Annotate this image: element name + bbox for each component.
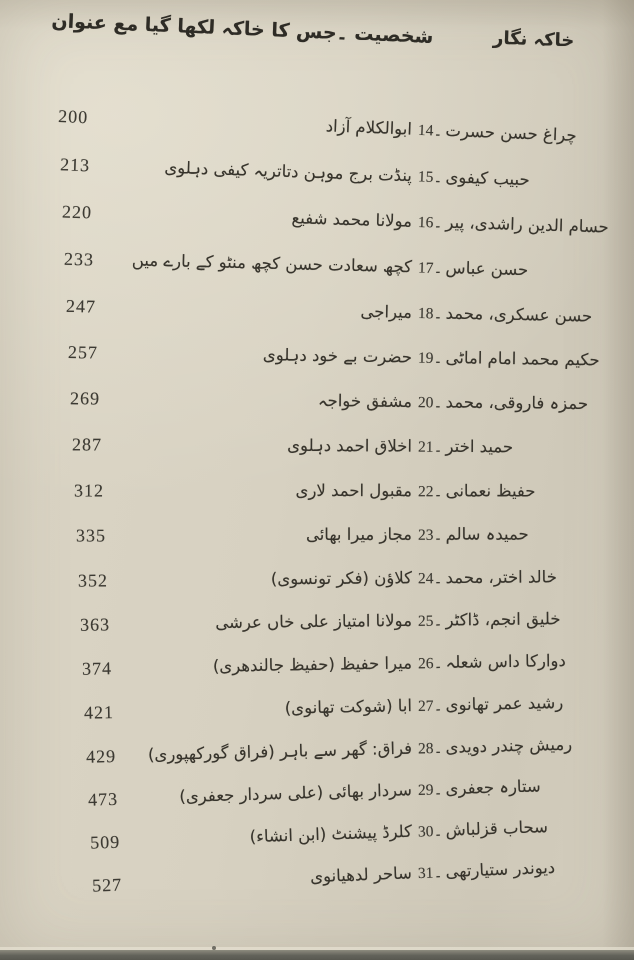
page-number: 509 — [89, 831, 121, 853]
writer-entry — [418, 602, 561, 639]
writer-entry — [417, 810, 548, 849]
serial-number: 19۔ — [417, 349, 443, 368]
page-number: 220 — [61, 201, 93, 223]
serial-number: 31۔ — [417, 863, 443, 882]
writer-name: ستارہ جعفری — [445, 776, 542, 799]
writer-entry — [418, 644, 566, 681]
toc-row — [0, 559, 634, 597]
subject-title: حضرت بے خود دہلوی — [262, 345, 413, 367]
page-number: 473 — [87, 788, 119, 810]
page-number: 335 — [75, 525, 107, 546]
page-number: 233 — [63, 248, 95, 270]
page-number: 363 — [79, 614, 111, 635]
page-number: 269 — [69, 388, 101, 409]
serial-number: 21۔ — [417, 438, 443, 456]
page-number: 200 — [57, 106, 89, 128]
page-number: 429 — [85, 745, 117, 767]
serial-number: 22۔ — [417, 482, 443, 500]
page-number: 287 — [71, 434, 103, 455]
toc-row — [0, 240, 634, 290]
page-number: 213 — [59, 153, 91, 175]
writer-entry — [418, 341, 600, 379]
writer-entry — [418, 686, 564, 724]
writer-name: حفیظ نعمانی — [445, 480, 536, 500]
subject-title: پنڈت برج موہن دتاتریہ کیفی دہلوی — [164, 157, 413, 185]
serial-number: 20۔ — [417, 394, 443, 412]
writer-entry — [418, 296, 593, 335]
writer-name: حبیب کیفوی — [445, 166, 531, 189]
subject-title: ساحر لدھیانوی — [309, 863, 413, 887]
serial-number: 25۔ — [417, 612, 443, 630]
toc-row — [0, 685, 634, 732]
page-number: 527 — [91, 874, 123, 896]
serial-number: 23۔ — [417, 526, 443, 544]
subject-title: مولانا امتیاز علی خاں عرشی — [215, 610, 413, 633]
writer-name: حکیم محمد امام اماٹی — [445, 348, 600, 370]
toc-row — [0, 97, 634, 155]
writer-name: حسن عباس — [445, 258, 529, 280]
toc-row — [0, 145, 634, 200]
writer-name: رشید عمر تھانوی — [445, 693, 564, 715]
writer-name: حسام الدین راشدی، پیر — [445, 212, 610, 237]
toc-row — [0, 643, 634, 687]
toc-row — [0, 334, 634, 378]
writer-entry — [418, 385, 588, 422]
serial-number: 15۔ — [417, 168, 443, 186]
writer-name: حمیدہ سالم — [445, 524, 529, 544]
page-number: 374 — [81, 658, 113, 680]
subject-title: کلاؤن (فکر تونسوی) — [270, 567, 413, 588]
toc-row — [0, 193, 634, 246]
serial-number: 18۔ — [417, 304, 443, 323]
column-header-subject: شخصیت ۔جس کا خاکہ لکھا گیا مع عنوان — [51, 10, 434, 48]
serial-number: 28۔ — [417, 739, 443, 758]
writer-entry — [418, 517, 529, 552]
photo-bottom-edge — [0, 950, 634, 960]
writer-name: حمزہ فاروقی، محمد — [445, 392, 589, 414]
toc-row — [0, 601, 634, 642]
page-number: 247 — [65, 295, 97, 317]
subject-title: میراجی — [360, 301, 413, 322]
page-number: 257 — [67, 342, 99, 363]
writer-entry — [417, 770, 541, 809]
writer-entry — [418, 430, 513, 466]
writer-name: چراغ حسن حسرت — [445, 120, 578, 145]
subject-title: مجاز میرا بھائی — [305, 524, 413, 544]
writer-name: دیوندر ستیارتھی — [445, 857, 556, 881]
toc-row — [0, 287, 634, 334]
page-number: 421 — [83, 702, 115, 723]
toc-row — [0, 427, 634, 465]
subject-title: مشفق خواجہ — [317, 391, 413, 412]
writer-name: سحاب قزلباش — [445, 817, 549, 840]
serial-number: 29۔ — [417, 781, 443, 800]
subject-title: سردار بھائی (علی سردار جعفری) — [179, 780, 413, 807]
toc-row — [0, 473, 634, 508]
writer-entry — [417, 205, 609, 246]
serial-number: 27۔ — [417, 697, 443, 716]
writer-name: دوارکا داس شعلہ — [445, 651, 566, 673]
column-header-writer: خاکہ نگار — [492, 27, 575, 52]
toc-row — [0, 726, 634, 776]
subject-title: مقبول احمد لاری — [295, 480, 413, 500]
subject-title: کلرڈ پیشنٹ (ابن انشاء) — [249, 821, 413, 847]
toc-row — [0, 517, 634, 552]
subject-title: فراق: گھر سے باہر (فراق گورکھپوری) — [147, 738, 413, 764]
writer-name: رمیش چندر دویدی — [445, 734, 573, 757]
writer-name: حمید اختر — [445, 436, 514, 457]
serial-number: 14۔ — [417, 121, 443, 140]
serial-number: 24۔ — [417, 569, 443, 587]
subject-title: اخلاق احمد دہلوی — [287, 435, 413, 456]
writer-name: خلیق انجم، ڈاکٹر — [445, 609, 561, 630]
serial-number: 26۔ — [417, 655, 443, 673]
serial-number: 17۔ — [417, 259, 443, 278]
page-number: 312 — [73, 479, 105, 501]
page-number: 352 — [77, 569, 109, 591]
serial-number: 16۔ — [417, 213, 443, 232]
writer-entry — [418, 727, 573, 766]
writer-entry — [417, 851, 556, 891]
subject-title: میرا حفیظ (حفیظ جالندھری) — [212, 653, 413, 676]
writer-entry — [418, 474, 536, 509]
ink-speck — [212, 946, 216, 950]
subject-title: مولانا محمد شفیع — [291, 208, 413, 231]
writer-entry — [418, 560, 557, 596]
subject-title: کچھ سعادت حسن کچھ منٹو کے بارے میں — [131, 250, 413, 277]
serial-number: 30۔ — [417, 822, 443, 841]
writer-name: حسن عسکری، محمد — [445, 303, 593, 326]
subject-title: ابا (شوکت تھانوی) — [284, 696, 413, 718]
subject-title: ابوالکلام آزاد — [325, 116, 413, 139]
toc-row — [0, 381, 634, 422]
writer-name: خالد اختر، محمد — [445, 566, 557, 587]
writer-entry — [417, 113, 577, 154]
writer-entry — [417, 159, 530, 198]
writer-entry — [418, 251, 529, 289]
